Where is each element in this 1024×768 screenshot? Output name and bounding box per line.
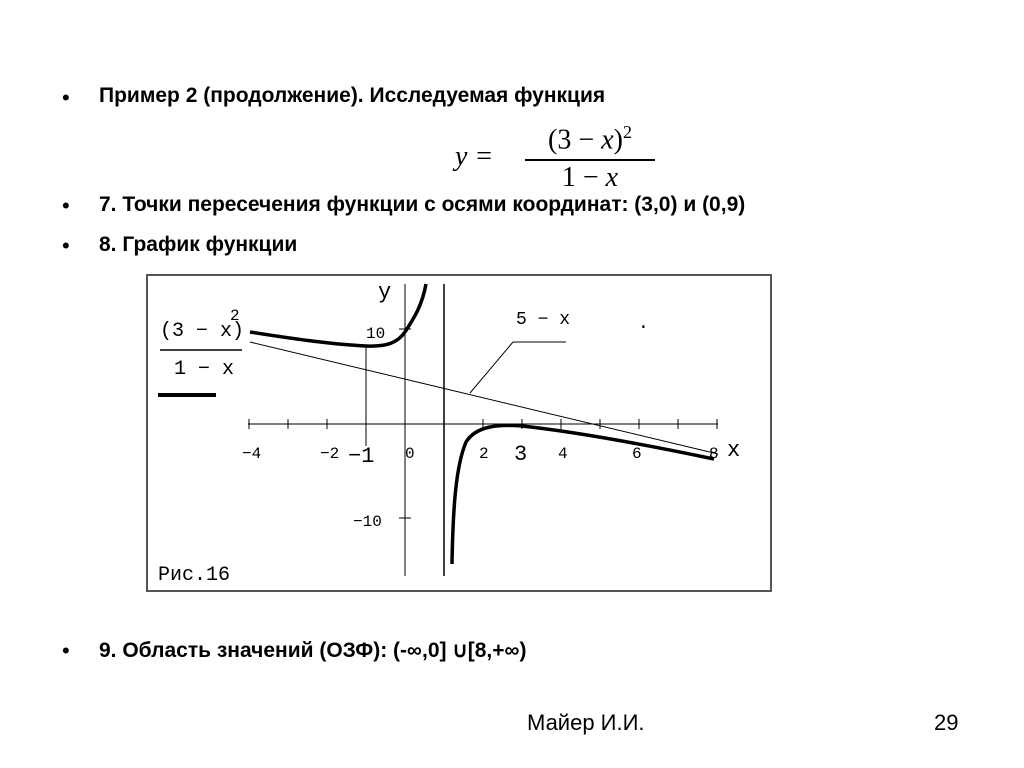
x-tick-label-0: 0 — [405, 445, 415, 463]
function-formula — [455, 122, 675, 194]
x-tick-label-minus-4: −4 — [242, 445, 262, 463]
bullet-4: • — [62, 638, 70, 663]
x-tick-label-minus-2: −2 — [320, 445, 340, 463]
legend-numerator: (3 − x) — [160, 320, 245, 343]
bullet-3: • — [62, 233, 70, 258]
graph-svg — [148, 276, 774, 594]
asymptote-pointer — [470, 342, 513, 393]
y-axis-label: y — [378, 280, 392, 305]
function-graph — [146, 274, 772, 592]
stray-dot: . — [638, 314, 649, 334]
y-tick-label-10: 10 — [366, 325, 386, 343]
legend-denominator: 1 − x — [174, 358, 235, 381]
range-of-values: 9. Область значений (ОЗФ): (-∞,0] ∪[8,+∞) — [99, 639, 527, 662]
formula-lhs: y = — [455, 141, 494, 172]
x-tick-label-minus-1: −1 — [348, 444, 375, 469]
y-tick-label-minus-10: −10 — [353, 513, 382, 531]
intersection-points: 7. Точки пересечения функции с осями координат: (3,0) и (0,9) — [99, 193, 746, 216]
graph-heading: 8. График функции — [99, 233, 298, 256]
formula-numerator: $(3 - x)^2$ — [548, 122, 632, 156]
bullet-2: • — [62, 193, 70, 218]
x-tick-label-2: 2 — [479, 445, 489, 463]
legend-power: 2 — [230, 307, 240, 325]
x-tick-label-3: 3 — [514, 442, 528, 467]
asymptote-label: 5 − x — [516, 310, 571, 330]
x-tick-label-8: 8 — [709, 445, 719, 463]
oblique-asymptote-line — [250, 342, 718, 454]
heading-example: Пример 2 (продолжение). Исследуемая функция — [99, 84, 606, 107]
x-tick-label-4: 4 — [558, 445, 568, 463]
page-number: 29 — [934, 710, 959, 735]
author-name: Майер И.И. — [527, 710, 645, 735]
figure-caption: Рис.16 — [158, 564, 231, 587]
fraction-bar — [525, 159, 655, 161]
x-tick-label-6: 6 — [632, 445, 642, 463]
x-axis-label: x — [727, 438, 741, 463]
curve-right-branch — [452, 425, 714, 564]
bullet-1: • — [62, 85, 70, 110]
curve-left-branch — [250, 284, 426, 346]
formula-denominator: 1 − x — [561, 162, 619, 193]
